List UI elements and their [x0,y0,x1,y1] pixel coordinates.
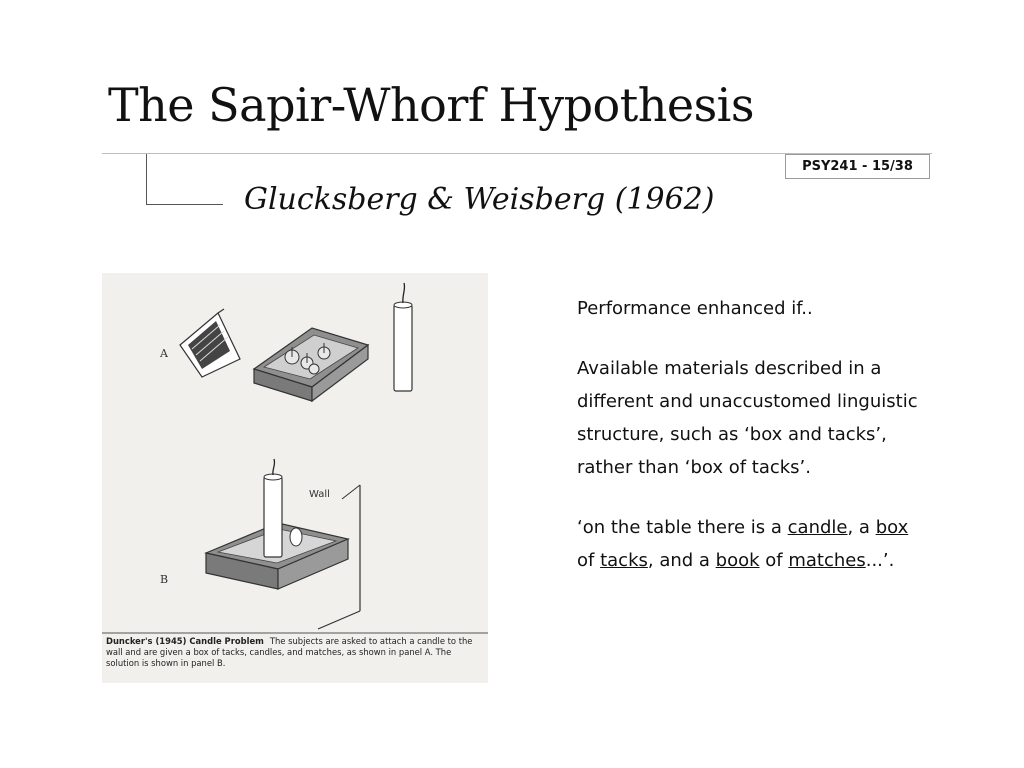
figure-caption-line-1 [106,636,472,646]
underlined-candle: candle [787,517,848,538]
body-paragraph-1: Performance enhanced if.. [577,298,813,319]
underlined-box: box [875,517,909,538]
body-paragraph-2: Available materials described in a different and unaccustomed linguistic structure, such as ‘box and tacks’, rather than ‘box of tacks’. [577,358,918,478]
wall-label: Wall [309,489,330,500]
figure-caption-line-2: wall and are given a box of tacks, candles, and matches, as shown in panel A. The [106,647,452,657]
underlined-book: book [715,550,760,571]
slide-title: The Sapir-Whorf Hypothesis [108,78,755,132]
candle-problem-figure [102,273,488,683]
slide-number-badge: PSY241 - 15/38 [785,154,930,179]
figure-caption-title: Duncker's (1945) Candle Problem [106,636,264,646]
quote-text-3: of [577,550,601,571]
candle-problem-illustration [102,273,488,683]
underlined-tacks: tacks [600,550,648,571]
subtitle-bracket [146,154,223,205]
quote-text-1: ‘on the table there is a [577,517,788,538]
figure-caption-line-3: solution is shown in panel B. [106,658,226,668]
quote-text-5: of [759,550,789,571]
panel-a-label: A [160,347,168,360]
slide-subtitle: Glucksberg & Weisberg (1962) [244,182,715,217]
quote-text-6: ...’. [865,550,895,571]
panel-b-label: B [160,573,169,586]
underlined-matches: matches [788,550,866,571]
quote-text-2: , a [847,517,876,538]
body-paragraph-3 [577,511,922,577]
quote-text-4: , and a [647,550,716,571]
figure-caption-text-1: The subjects are asked to attach a candle to the [269,636,473,646]
slide-body [577,292,922,604]
